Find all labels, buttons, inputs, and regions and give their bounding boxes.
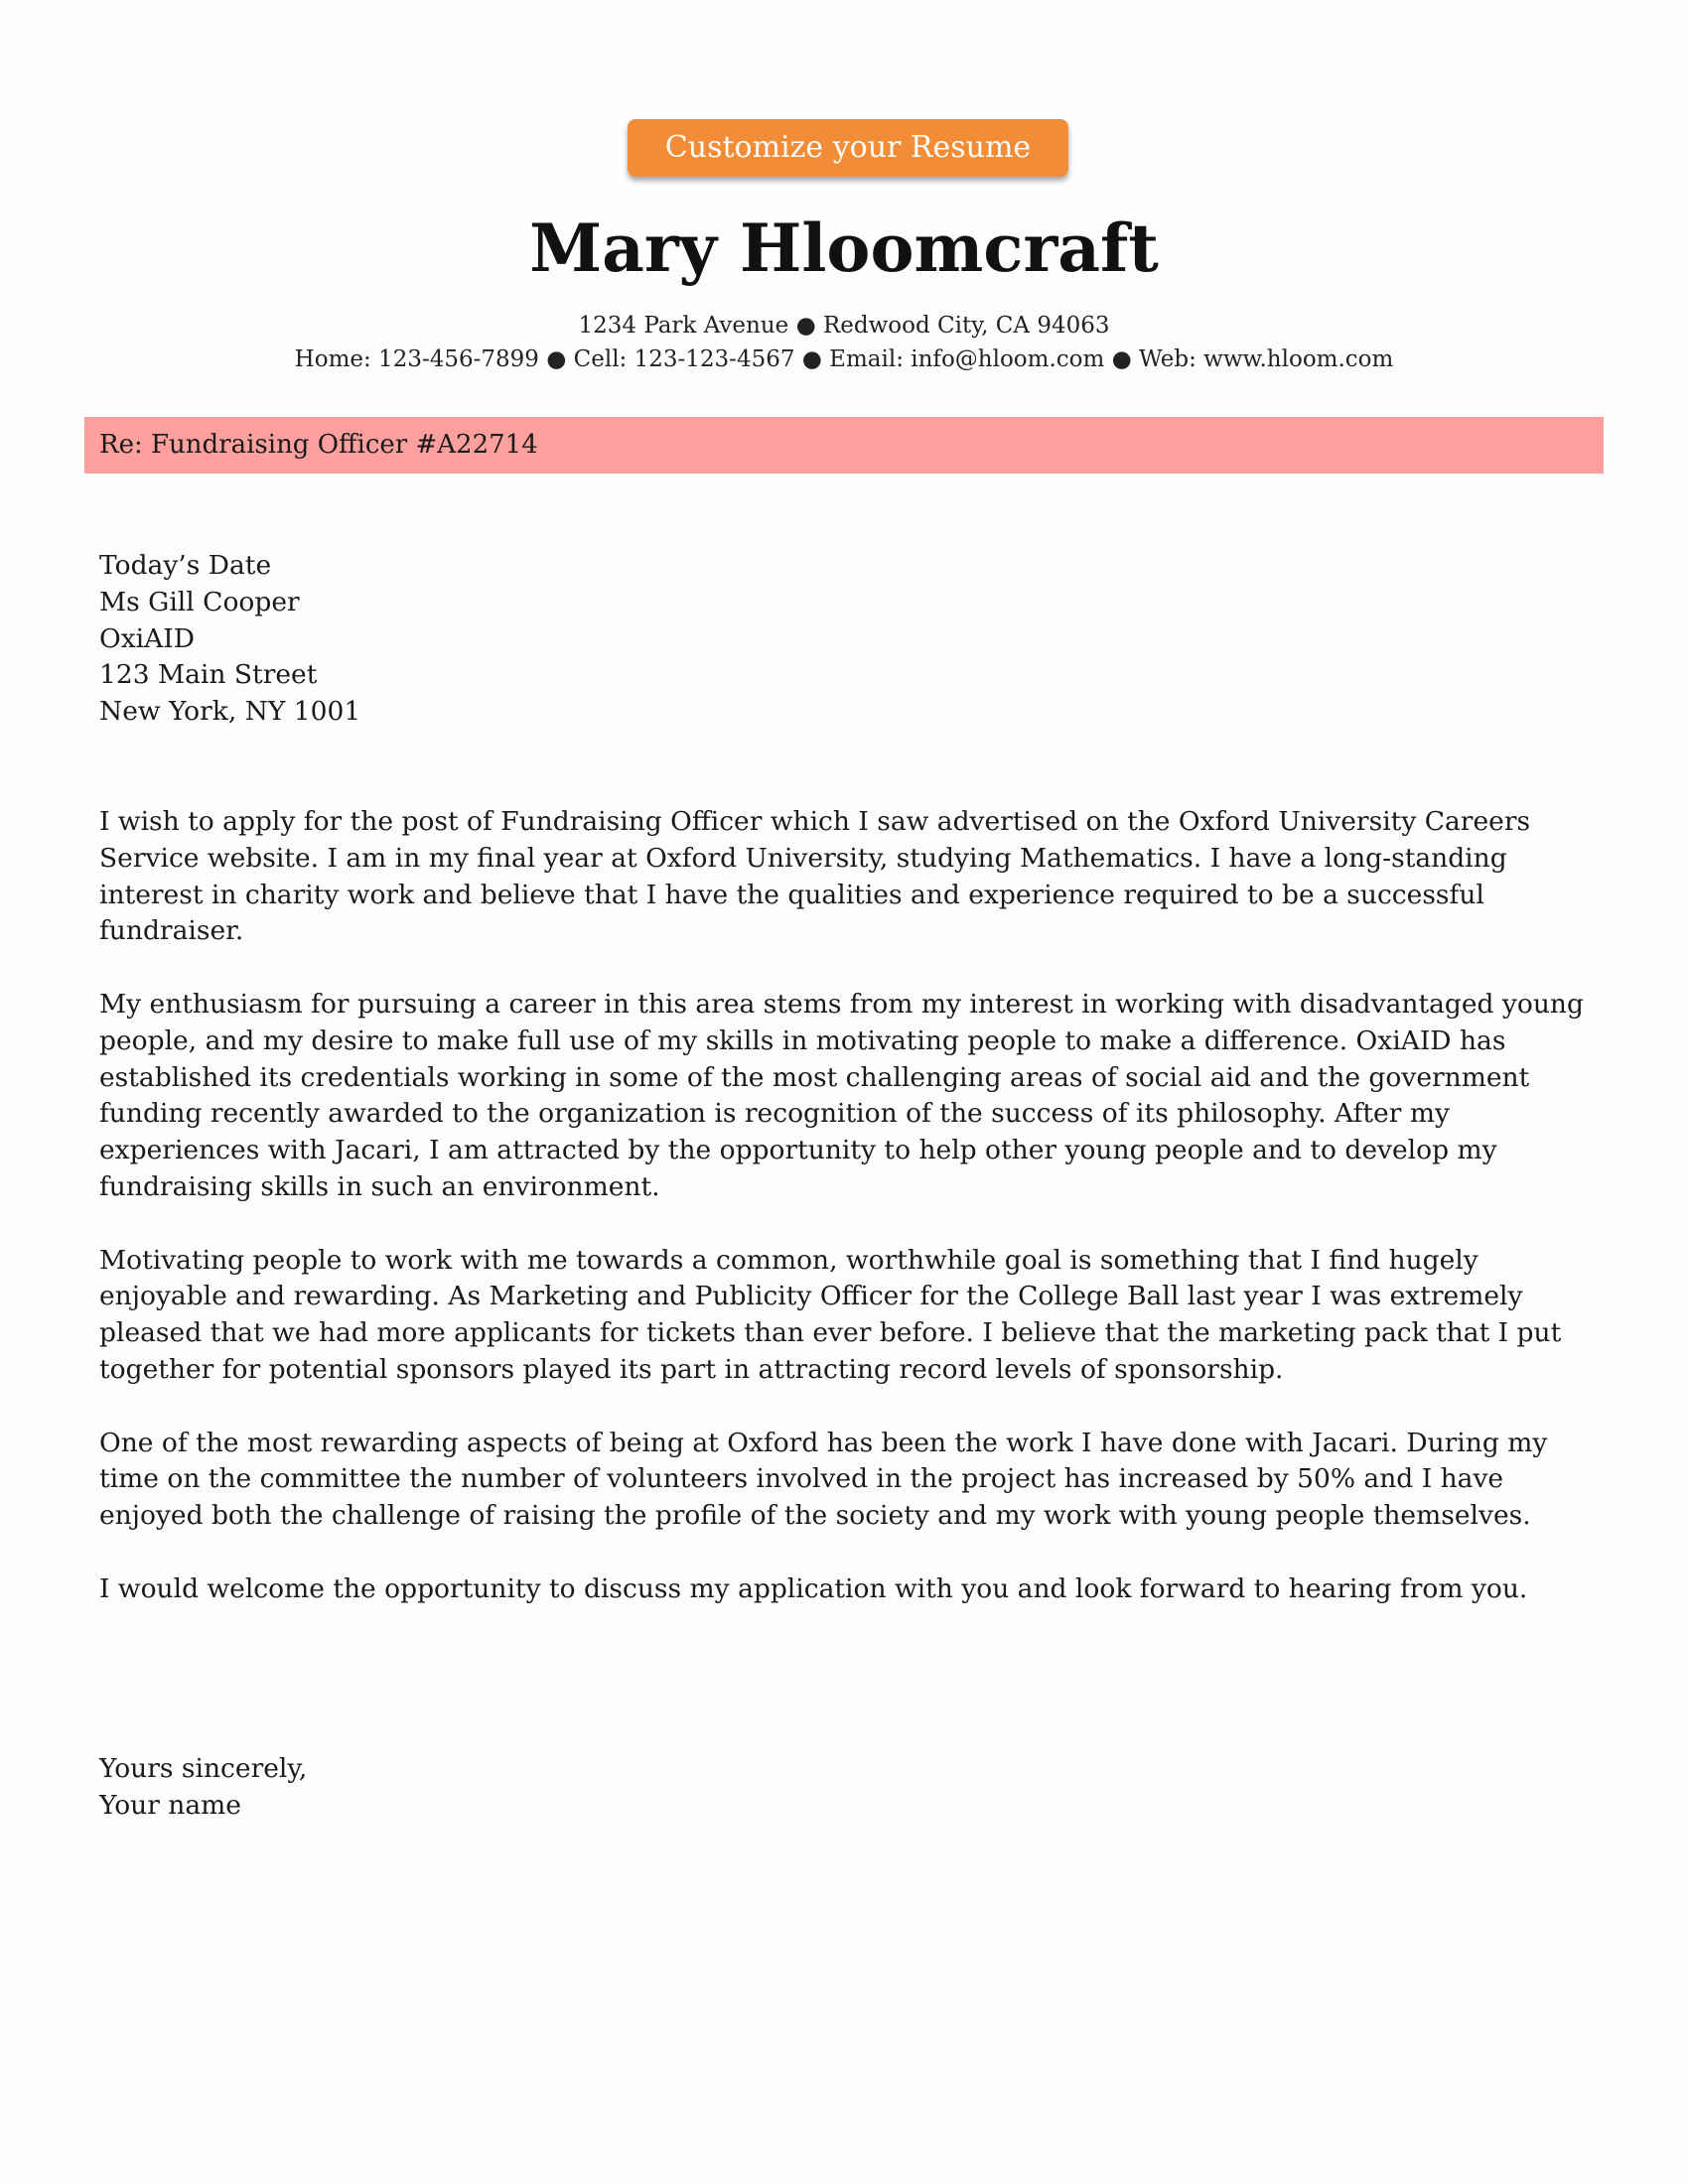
date-line: Today’s Date <box>99 550 272 581</box>
address-line: 1234 Park Avenue ● Redwood City, CA 94063 <box>578 313 1110 339</box>
letter-paragraph: Motivating people to work with me towards a common, worthwhile goal is something that I find hugely enjoyable and rewarding. As Marketing and Publicity Officer for the College Ball last year I was extremely pleased that we had more applicants for tickets than ever before. I believe that the marketing pack that I put together for potential sponsors played its part in attracting record levels of sponsorship. <box>99 1244 1562 1385</box>
valediction: Yours sincerely, <box>99 1753 308 1784</box>
recipient-name: Ms Gill Cooper <box>99 586 300 617</box>
letter-paragraph: I wish to apply for the post of Fundraising Officer which I saw advertised on the Oxford University Careers Service website. I am in my final year at Oxford University, studying Mathematics. I have a long-standing interest in charity work and believe that I have the qualities and experience required to be a successful fundraiser. <box>99 806 1531 947</box>
letter-paragraph: My enthusiasm for pursuing a career in this area stems from my interest in working with disadvantaged young people, and my desire to make full use of my skills in motivating people to make a difference. OxiAID has established its credentials working in some of the most challenging areas of social aid and the government funding recently awarded to the organization is recognition of the success of its philosophy. After my experiences with Jacari, I am attracted by the opportunity to help other young people and to develop my fundraising skills in such an environment. <box>99 988 1584 1202</box>
customize-resume-button[interactable]: Customize your Resume <box>628 119 1068 177</box>
recipient-company: OxiAID <box>99 622 195 654</box>
letter-body <box>99 804 1589 1644</box>
recipient-block <box>99 548 1589 731</box>
subject-bar <box>84 417 1604 474</box>
contact-line: Home: 123-456-7899 ● Cell: 123-123-4567 ● Email: info@hloom.com ● Web: www.hloom.com <box>294 346 1394 372</box>
letter-paragraph: I would welcome the opportunity to discuss my application with you and look forward to hearing from you. <box>99 1572 1528 1604</box>
signature-name: Your name <box>99 1789 241 1821</box>
applicant-name: Mary Hloomcraft <box>529 209 1159 287</box>
subject-text: Re: Fundraising Officer #A22714 <box>99 430 538 460</box>
recipient-street: 123 Main Street <box>99 659 318 691</box>
letter-paragraph: One of the most rewarding aspects of being at Oxford has been the work I have done with Jacari. During my time on the committee the number of volunteers involved in the project has increased by 50% and I have enjoyed both the challenge of raising the profile of the society and my work with young people themselves. <box>99 1427 1548 1532</box>
recipient-city: New York, NY 1001 <box>99 696 361 728</box>
closing-block <box>99 1751 1589 1825</box>
